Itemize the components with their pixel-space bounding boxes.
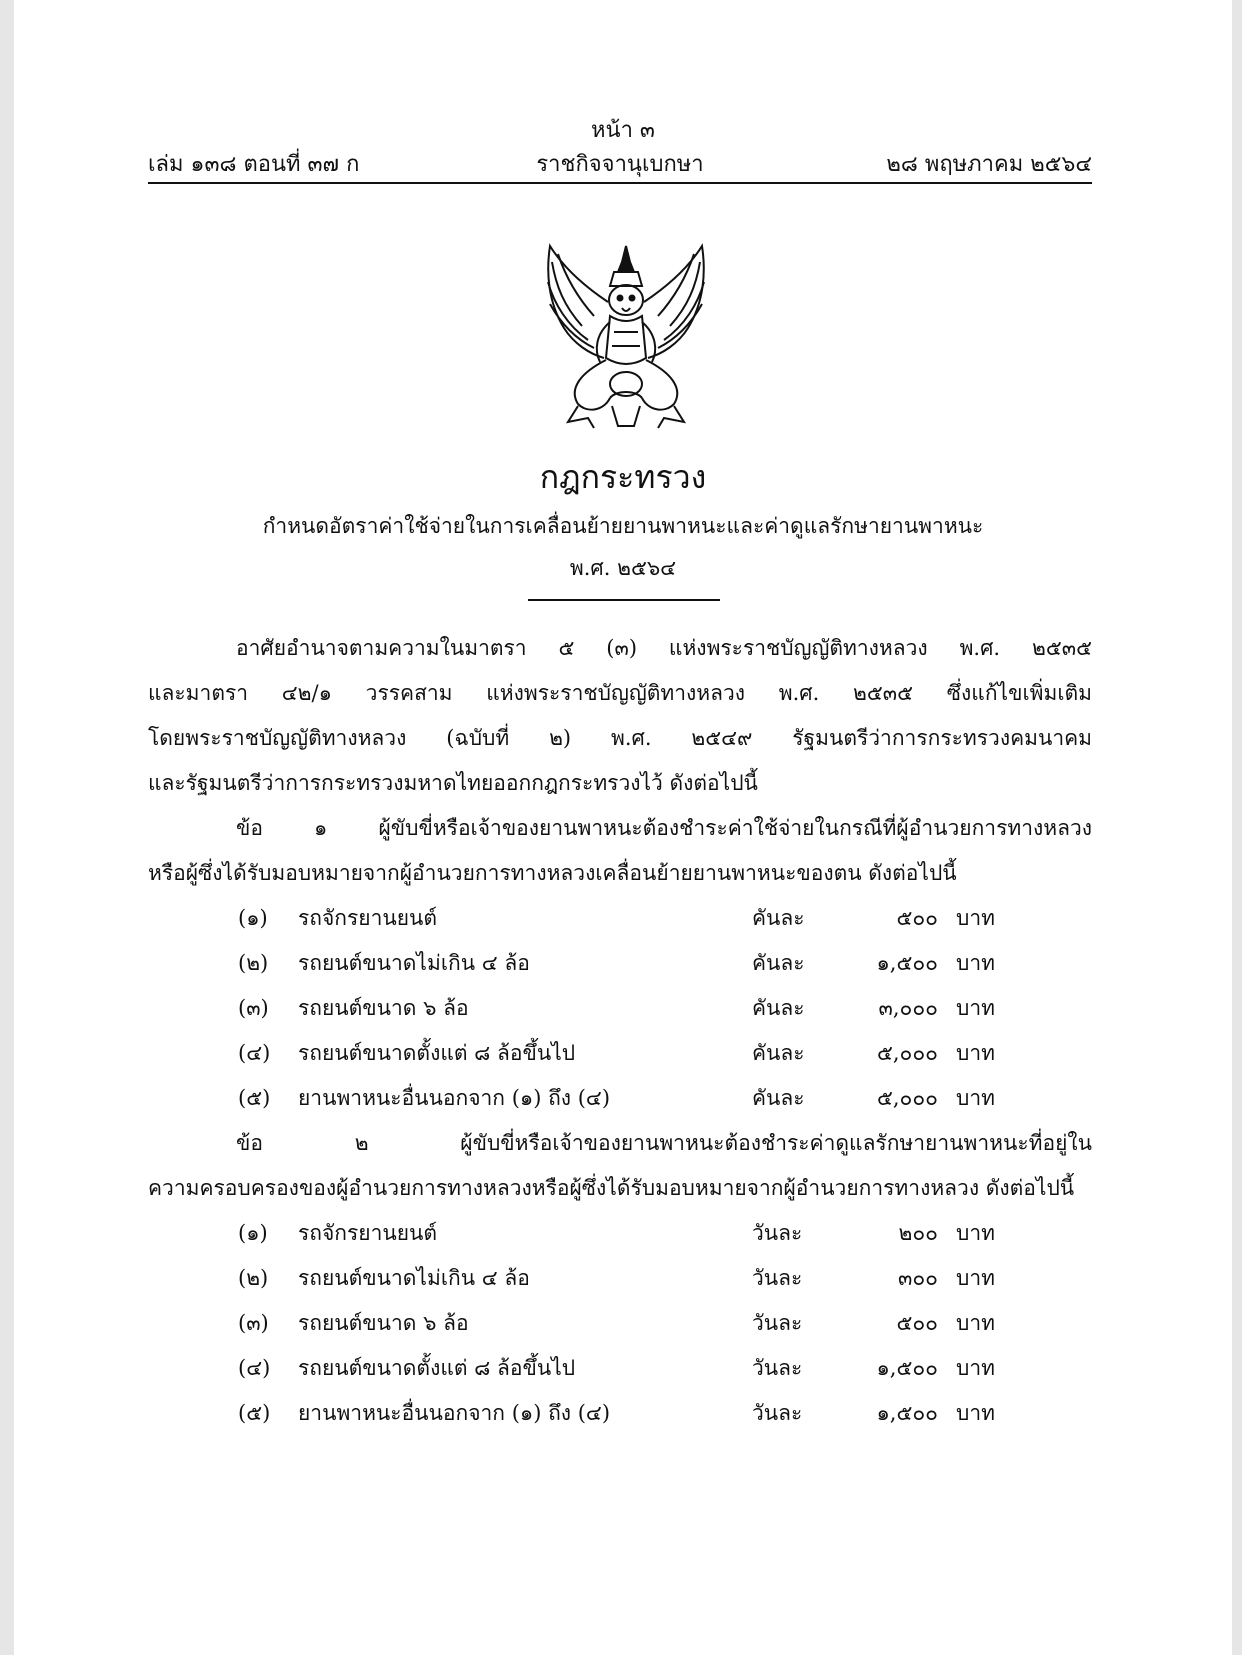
clause-line: หรือผู้ซึ่งได้รับมอบหมายจากผู้อำนวยการทางหลวงเคลื่อนย้ายยานพาหนะของตน ดังต่อไปนี้ <box>148 861 957 885</box>
document-title: กฎกระทรวง <box>539 458 707 496</box>
item-label: รถยนต์ขนาดไม่เกิน ๔ ล้อ <box>298 1266 530 1290</box>
page-number: หน้า ๓ <box>591 118 655 143</box>
rate-row <box>148 1076 1092 1121</box>
item-currency: บาท <box>956 1221 995 1245</box>
title-divider <box>528 599 720 601</box>
item-amount: ๕๐๐ <box>896 906 938 930</box>
volume-issue: เล่ม ๑๓๘ ตอนที่ ๓๗ ก <box>148 152 360 177</box>
item-label: รถยนต์ขนาด ๖ ล้อ <box>298 996 469 1020</box>
preamble-line: และรัฐมนตรีว่าการกระทรวงมหาดไทยออกกฎกระทรวงไว้ ดังต่อไปนี้ <box>148 771 758 795</box>
rate-row <box>148 1301 1092 1346</box>
item-unit: วันละ <box>752 1401 803 1425</box>
item-number: (๔) <box>238 1041 271 1065</box>
rate-row <box>148 1256 1092 1301</box>
item-unit: คันละ <box>752 1041 805 1065</box>
item-number: (๓) <box>238 996 269 1020</box>
item-number: (๑) <box>238 1221 268 1245</box>
gazette-header <box>148 146 1092 178</box>
item-unit: วันละ <box>752 1356 803 1380</box>
item-amount: ๕๐๐ <box>896 1311 938 1335</box>
header-divider <box>148 182 1092 184</box>
document-page <box>14 0 1232 1655</box>
clause-line: ข้อ ๒ ผู้ขับขี่หรือเจ้าของยานพาหนะต้องชำระค่าดูแลรักษายานพาหนะที่อยู่ใน <box>236 1131 1092 1155</box>
item-amount: ๕,๐๐๐ <box>876 1041 938 1065</box>
item-label: รถยนต์ขนาดตั้งแต่ ๘ ล้อขึ้นไป <box>298 1356 576 1380</box>
publication-date: ๒๘ พฤษภาคม ๒๕๖๔ <box>886 152 1092 177</box>
item-amount: ๒๐๐ <box>898 1221 938 1245</box>
preamble-line: โดยพระราชบัญญัติทางหลวง (ฉบับที่ ๒) พ.ศ. ๒๕๔๙ รัฐมนตรีว่าการกระทรวงคมนาคม <box>148 726 1092 750</box>
item-unit: คันละ <box>752 996 805 1020</box>
item-number: (๒) <box>238 951 269 975</box>
item-amount: ๓๐๐ <box>898 1266 938 1290</box>
item-currency: บาท <box>956 1356 995 1380</box>
item-currency: บาท <box>956 1401 995 1425</box>
clause-2-rates <box>148 1211 1092 1436</box>
item-amount: ๑,๕๐๐ <box>876 951 938 975</box>
item-currency: บาท <box>956 996 995 1020</box>
rate-row <box>148 1346 1092 1391</box>
item-currency: บาท <box>956 1086 995 1110</box>
rate-row <box>148 1031 1092 1076</box>
item-unit: คันละ <box>752 1086 805 1110</box>
rate-row <box>148 986 1092 1031</box>
garuda-emblem-icon <box>538 242 714 432</box>
item-label: ยานพาหนะอื่นนอกจาก (๑) ถึง (๔) <box>298 1401 611 1425</box>
item-currency: บาท <box>956 1041 995 1065</box>
rate-row <box>148 1211 1092 1256</box>
item-label: รถยนต์ขนาด ๖ ล้อ <box>298 1311 469 1335</box>
item-label: ยานพาหนะอื่นนอกจาก (๑) ถึง (๔) <box>298 1086 611 1110</box>
clause-1 <box>148 806 1092 896</box>
item-number: (๓) <box>238 1311 269 1335</box>
item-number: (๒) <box>238 1266 269 1290</box>
item-currency: บาท <box>956 1266 995 1290</box>
item-unit: วันละ <box>752 1311 803 1335</box>
rate-row <box>148 941 1092 986</box>
item-unit: วันละ <box>752 1266 803 1290</box>
item-label: รถจักรยานยนต์ <box>298 1221 438 1245</box>
gazette-name: ราชกิจจานุเบกษา <box>536 152 704 177</box>
item-amount: ๕,๐๐๐ <box>876 1086 938 1110</box>
item-number: (๑) <box>238 906 268 930</box>
item-currency: บาท <box>956 906 995 930</box>
rate-row <box>148 1391 1092 1436</box>
item-amount: ๑,๕๐๐ <box>876 1401 938 1425</box>
item-currency: บาท <box>956 1311 995 1335</box>
item-unit: คันละ <box>752 906 805 930</box>
preamble-line: อาศัยอำนาจตามความในมาตรา ๕ (๓) แห่งพระราชบัญญัติทางหลวง พ.ศ. ๒๕๓๕ <box>236 636 1092 660</box>
item-number: (๕) <box>238 1401 271 1425</box>
item-currency: บาท <box>956 951 995 975</box>
item-amount: ๑,๕๐๐ <box>876 1356 938 1380</box>
item-amount: ๓,๐๐๐ <box>878 996 938 1020</box>
item-unit: คันละ <box>752 951 805 975</box>
clause-2 <box>148 1121 1092 1211</box>
item-number: (๔) <box>238 1356 271 1380</box>
item-label: รถยนต์ขนาดตั้งแต่ ๘ ล้อขึ้นไป <box>298 1041 576 1065</box>
item-number: (๕) <box>238 1086 271 1110</box>
clause-line: ข้อ ๑ ผู้ขับขี่หรือเจ้าของยานพาหนะต้องชำระค่าใช้จ่ายในกรณีที่ผู้อำนวยการทางหลวง <box>236 816 1092 840</box>
clause-line: ความครอบครองของผู้อำนวยการทางหลวงหรือผู้ซึ่งได้รับมอบหมายจากผู้อำนวยการทางหลวง ดังต่อไปนี้ <box>148 1176 1075 1200</box>
item-unit: วันละ <box>752 1221 803 1245</box>
item-label: รถจักรยานยนต์ <box>298 906 438 930</box>
item-label: รถยนต์ขนาดไม่เกิน ๔ ล้อ <box>298 951 530 975</box>
document-subtitle: กำหนดอัตราค่าใช้จ่ายในการเคลื่อนย้ายยานพาหนะและค่าดูแลรักษายานพาหนะ <box>262 514 984 538</box>
document-year: พ.ศ. ๒๕๖๔ <box>569 556 677 580</box>
rate-row <box>148 896 1092 941</box>
preamble <box>148 626 1092 806</box>
clause-1-rates <box>148 896 1092 1121</box>
preamble-line: และมาตรา ๔๒/๑ วรรคสาม แห่งพระราชบัญญัติทางหลวง พ.ศ. ๒๕๓๕ ซึ่งแก้ไขเพิ่มเติม <box>148 681 1092 705</box>
